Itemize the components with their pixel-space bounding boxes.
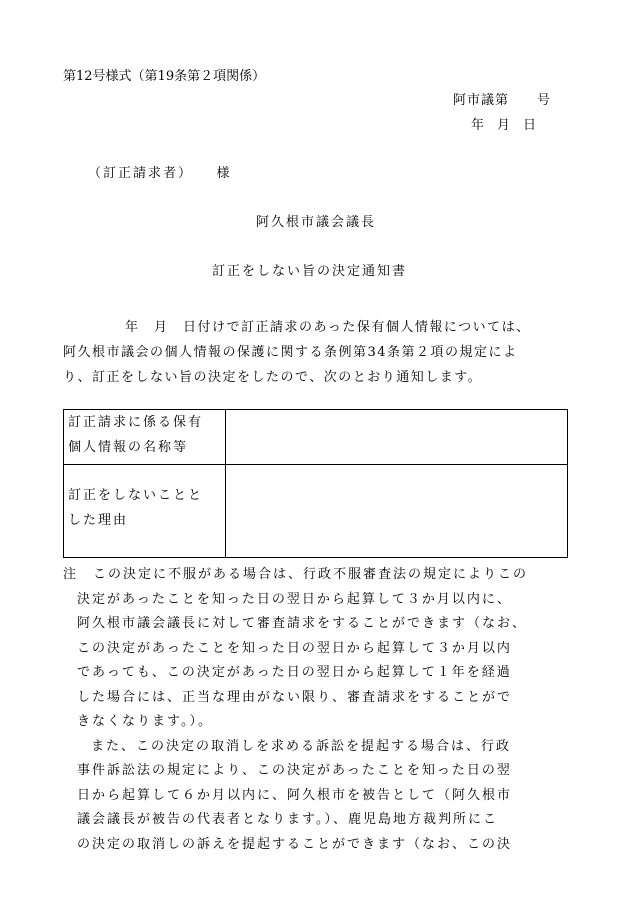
table-divider-horizontal xyxy=(64,464,567,465)
body-line: 阿久根市議会の個人情報の保護に関する条例第34条第２項の規定によ xyxy=(63,345,518,360)
label-line: 訂正をしないことと xyxy=(68,488,204,503)
document-title: 訂正をしない旨の決定通知書 xyxy=(212,264,408,279)
note-line: また、この決定の取消しを求める訴訟を提起する場合は、行政 xyxy=(91,738,512,754)
note-line: 注 この決定に不服がある場合は、行政不服審査法の規定によりこの xyxy=(63,567,529,582)
addressee: （訂正請求者） 様 xyxy=(88,166,232,181)
note-line: 日から起算して６か月以内に、阿久根市を被告として（阿久根市 xyxy=(77,787,513,803)
body-paragraph xyxy=(63,315,583,390)
notes-section xyxy=(63,563,583,857)
note-line: 阿久根市議会議長に対して審査請求をすることができます（なお、 xyxy=(77,616,528,631)
note-line: 議会議長が被告の代表者となります。）、鹿児島地方裁判所にこ xyxy=(77,812,498,827)
table-row-label-reason xyxy=(68,483,203,533)
label-line: 個人情報の名称等 xyxy=(68,440,189,455)
note-line: きなくなります。）。 xyxy=(77,714,213,729)
body-line: り、訂正をしない旨の決定をしたので、次のとおり通知します。 xyxy=(63,370,483,385)
label-line: した理由 xyxy=(68,513,129,528)
note-line: の決定の取消しの訴えを提起することができます（なお、この決 xyxy=(77,836,513,852)
note-line: 決定があったことを知った日の翌日から起算して３か月以内に、 xyxy=(77,591,512,607)
note-line: であっても、この決定があった日の翌日から起算して１年を経過 xyxy=(77,665,512,680)
body-line: 年 月 日付けで訂正請求のあった保有個人情報については、 xyxy=(125,320,531,335)
sender: 阿久根市議会議長 xyxy=(256,215,377,230)
info-table xyxy=(63,409,568,558)
date-line: 年 月 日 xyxy=(471,118,537,133)
note-line: 事件訴訟法の規定により、この決定があったことを知った日の翌 xyxy=(77,763,512,778)
table-divider-vertical xyxy=(225,410,226,557)
table-row-label-record-name xyxy=(68,410,203,460)
label-line: 訂正請求に係る保有 xyxy=(68,415,204,430)
form-label: 第12号様式（第19条第２項関係） xyxy=(63,69,266,84)
reference-number: 阿市議第 号 xyxy=(453,93,552,108)
note-line: した場合には、正当な理由がない限り、審査請求をすることがで xyxy=(77,689,513,705)
note-line: この決定があったことを知った日の翌日から起算して３か月以内 xyxy=(77,640,512,656)
